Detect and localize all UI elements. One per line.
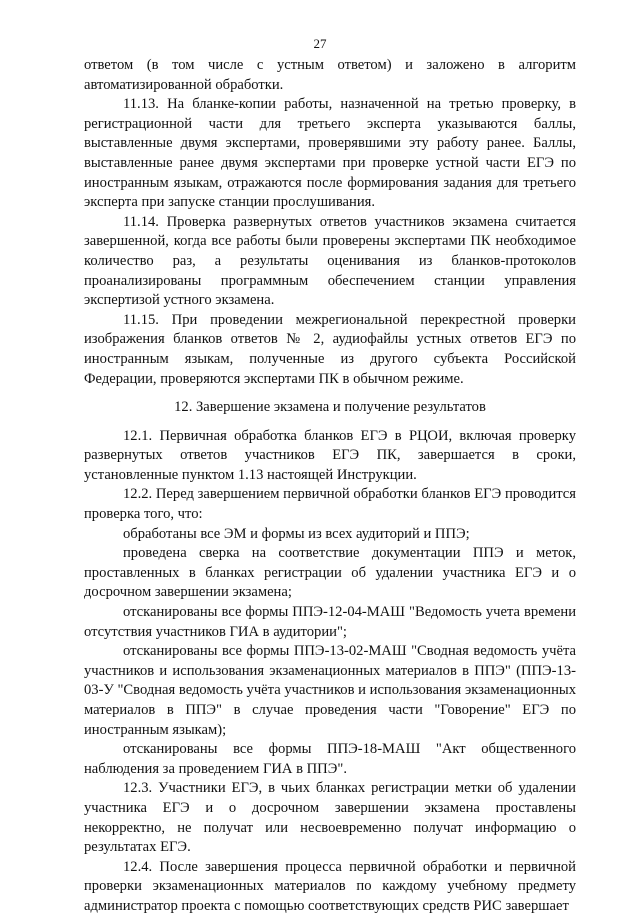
paragraph-continuation: ответом (в том числе с устным ответом) и заложено в алгоритм автоматизированной обработки. <box>84 57 576 93</box>
paragraph-12-2: 12.2. Перед завершением первичной обработки бланков ЕГЭ проводится проверка того, что: <box>84 486 576 523</box>
list-item-processed: обработаны все ЭМ и формы из всех аудиторий и ППЭ; <box>123 525 470 542</box>
page-number: 27 <box>313 36 327 51</box>
document-body <box>84 56 576 917</box>
section-heading: 12. Завершение экзамена и получение результатов <box>174 399 486 416</box>
list-item-ppe-18: отсканированы все формы ППЭ-18-МАШ "Акт общественного наблюдения за проведением ГИА в ППЭ". <box>84 741 576 777</box>
paragraph-12-3: 12.3. Участники ЕГЭ, в чьих бланках регистрации метки об удалении участника ЕГЭ и о досрочном завершении экзамена проставлены некорректно, не получат или несвоевременно получат информацию о результатах ЕГЭ. <box>84 780 576 856</box>
paragraph-11-14: 11.14. Проверка развернутых ответов участников экзамена считается завершенной, когда все работы были проверены экспертами ПК необходимое количество раз, а результаты оценивания из бланков-протоколов проанализированы программным обеспечением станции управления экспертизой устного экзамена. <box>84 213 576 309</box>
paragraph-11-13: 11.13. На бланке-копии работы, назначенной на третью проверку, в регистрационной части для третьего эксперта указываются баллы, выставленные двумя экспертами, проверявшими эту работу ранее. Баллы, выставленные ранее двумя экспертами при проверке устной части ЕГЭ по иностранным языкам, отражаются после формирования задания для третьего эксперта при запуске станции прослушивания. <box>84 96 576 211</box>
paragraph-11-15: 11.15. При проведении межрегиональной перекрестной проверки изображения бланков ответов № 2, аудиофайлы устных ответов ЕГЭ по иностранным языкам, полученные из другого субъекта Российской Федерации, проверяются экспертами ПК в обычном режиме. <box>84 311 576 387</box>
paragraph-12-1: 12.1. Первичная обработка бланков ЕГЭ в РЦОИ, включая проверку развернутых ответов участников ЕГЭ ПК, завершается в сроки, установленные пунктом 1.13 настоящей Инструкции. <box>84 427 576 483</box>
list-item-ppe-12-04: отсканированы все формы ППЭ-12-04-МАШ "Ведомость учета времени отсутствия участников ГИА в аудитории"; <box>84 604 576 640</box>
list-item-ppe-13-02: отсканированы все формы ППЭ-13-02-МАШ "Сводная ведомость учёта участников и использования экзаменационных материалов в ППЭ" (ППЭ-13-03-У "Сводная ведомость учёта участников и использования экзаменационных материалов в ППЭ" в случае проведения части "Говорение" ЕГЭ по иностранным языкам); <box>84 643 576 738</box>
paragraph-12-4: 12.4. После завершения процесса первичной обработки и первичной проверки экзаменационных материалов по каждому учебному предмету администратор проекта с помощью соответствующих средств РИС завершает <box>84 858 576 914</box>
list-item-reconciliation: проведена сверка на соответствие документации ППЭ и меток, проставленных в бланках регистрации об удалении участника ЕГЭ и о досрочном завершении экзамена; <box>84 545 576 601</box>
